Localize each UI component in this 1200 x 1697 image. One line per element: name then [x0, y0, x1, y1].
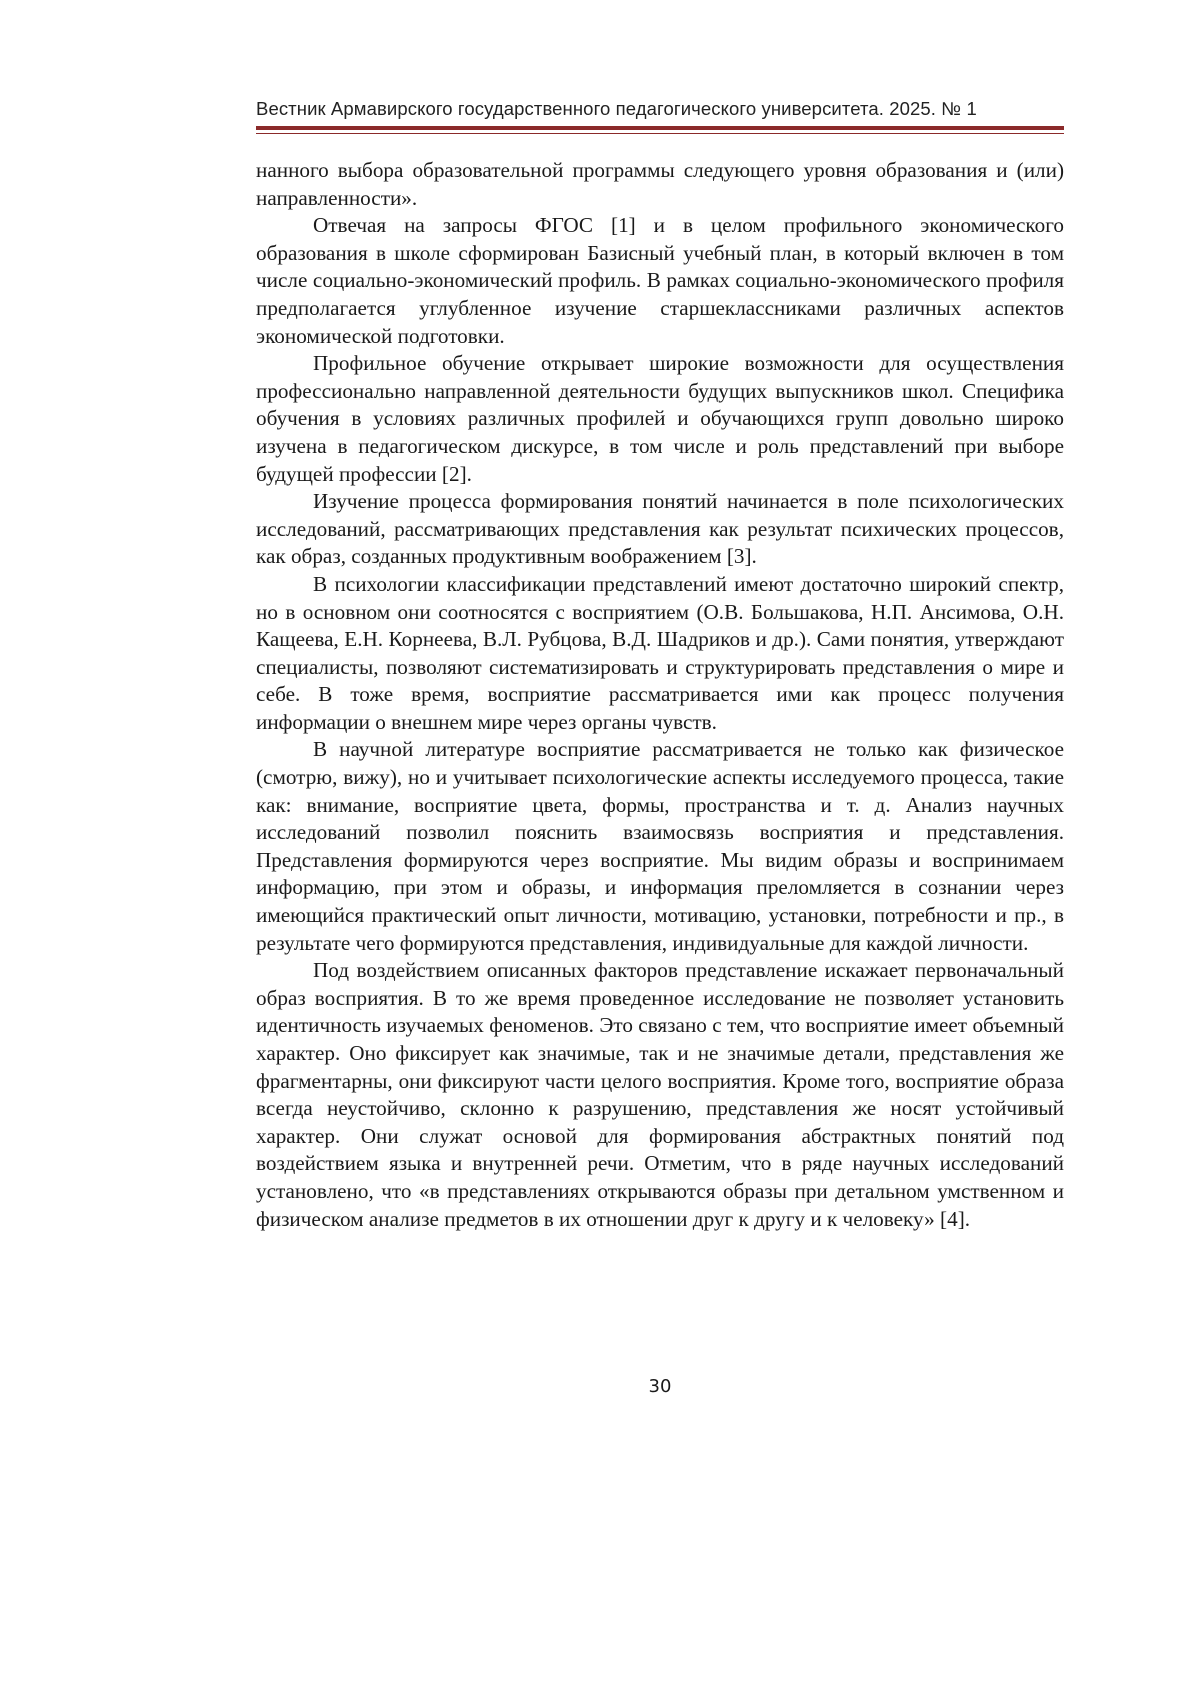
- paragraph: Профильное обучение открывает широкие возможности для осуществления профессионально направленной деятельности будущих выпускников школ. Специфика обучения в условиях различных профилей и обучающихся групп довольно широко изучена в педагогическом дискурсе, в том числе и роль представлений при выборе будущей профессии [2].: [256, 350, 1064, 488]
- article-body: [256, 157, 1064, 1233]
- paragraph: Отвечая на запросы ФГОС [1] и в целом профильного экономического образования в школе сформирован Базисный учебный план, в который включен в том числе социально-экономический профиль. В рамках социально-экономического профиля предполагается углубленное изучение старшеклассниками различных аспектов экономической подготовки.: [256, 212, 1064, 350]
- header-rule-thin: [256, 133, 1064, 134]
- paragraph: В психологии классификации представлений имеют достаточно широкий спектр, но в основном они соотносятся с восприятием (О.В. Большакова, Н.П. Ансимова, О.Н. Кащеева, Е.Н. Корнеева, В.Л. Рубцова, В.Д. Шадриков и др.). Сами понятия, утверждают специалисты, позволяют систематизировать и структурировать представления о мире и себе. В тоже время, восприятие рассматривается ими как процесс получения информации о внешнем мире через органы чувств.: [256, 571, 1064, 737]
- paragraph: В научной литературе восприятие рассматривается не только как физическое (смотрю, вижу), но и учитывает психологические аспекты исследуемого процесса, такие как: внимание, восприятие цвета, формы, пространства и т. д. Анализ научных исследований позволил пояснить взаимосвязь восприятия и представления. Представления формируются через восприятие. Мы видим образы и воспринимаем информацию, при этом и образы, и информация преломляется в сознании через имеющийся практический опыт личности, мотивацию, установки, потребности и пр., в результате чего формируются представления, индивидуальные для каждой личности.: [256, 736, 1064, 957]
- paragraph: Под воздействием описанных факторов представление искажает первоначальный образ восприятия. В то же время проведенное исследование не позволяет установить идентичность изучаемых феноменов. Это связано с тем, что восприятие имеет объемный характер. Оно фиксирует как значимые, так и не значимые детали, представления же фрагментарны, они фиксируют части целого восприятия. Кроме того, восприятие образа всегда неустойчиво, склонно к разрушению, представления же носят устойчивый характер. Они служат основой для формирования абстрактных понятий под воздействием языка и внутренней речи. Отметим, что в ряде научных исследований установлено, что «в представлениях открываются образы при детальном умственном и физическом анализе предметов в их отношении друг к другу и к человеку» [4].: [256, 957, 1064, 1233]
- journal-page: [0, 0, 1200, 1697]
- paragraph-continuation: нанного выбора образовательной программы следующего уровня образования и (или) направленности».: [256, 157, 1064, 212]
- header-rule-thick: [256, 126, 1064, 130]
- paragraph: Изучение процесса формирования понятий начинается в поле психологических исследований, рассматривающих представления как результат психических процессов, как образ, созданных продуктивным воображением [3].: [256, 488, 1064, 571]
- page-number: 30: [0, 1376, 1200, 1397]
- running-header: Вестник Армавирского государственного педагогического университета. 2025. № 1: [256, 98, 1056, 120]
